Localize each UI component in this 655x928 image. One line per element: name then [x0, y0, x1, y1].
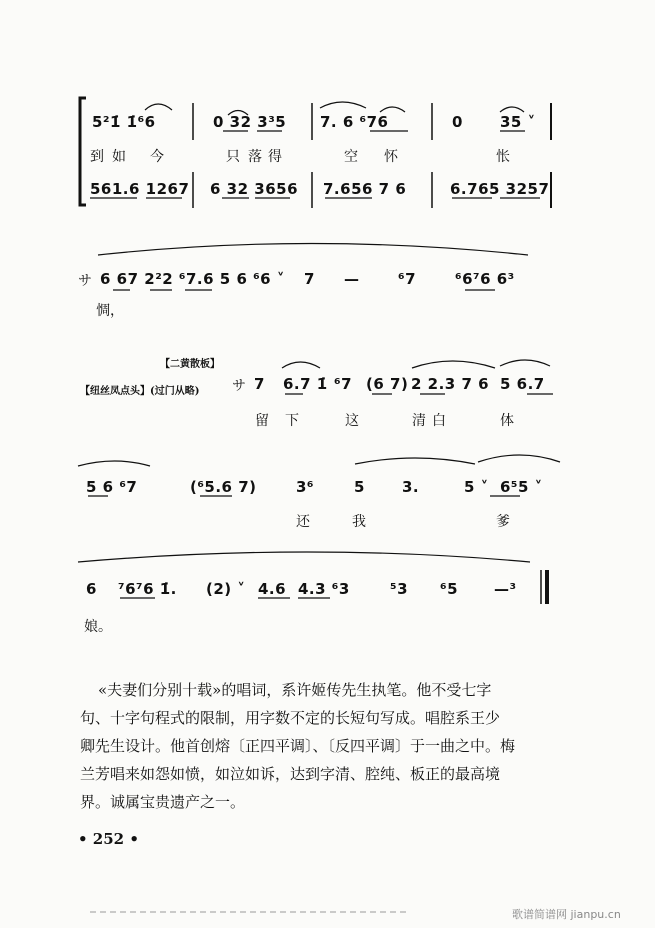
measure-2-notes: 0 32 3³5: [213, 113, 287, 131]
lyric-char: 怅: [496, 149, 510, 165]
lyric-char: 怀: [384, 149, 398, 165]
slur: [98, 244, 528, 256]
slur: [500, 360, 550, 366]
measure-4-notes: 35 ˅: [500, 113, 536, 131]
system-brace: [80, 98, 86, 205]
line5-notes-d: 4.6: [258, 580, 287, 598]
accomp-measure-3: 7.656 7 6: [323, 180, 407, 198]
line5-notes-b: ⁷6⁷6 1̇.: [118, 580, 177, 598]
line5-notes-f: ⁵3: [390, 580, 409, 598]
line4-notes-f: 5 ˅: [464, 478, 489, 496]
lyric-char: 到: [90, 149, 104, 165]
paragraph-line: «夫妻们分别十载»的唱词，系许姬传先生执笔。他不受七字: [98, 681, 492, 699]
line4-notes-b: (⁶5.6 7): [190, 478, 257, 496]
paragraph-line: 界。诚属宝贵遗产之一。: [80, 793, 246, 811]
line5-notes-c: (2) ˅: [206, 580, 246, 598]
slur: [412, 361, 495, 368]
lyric-char: 下: [285, 413, 299, 429]
lyric-char: 爹: [496, 514, 510, 530]
paragraph-line: 卿先生设计。他首创熔〔正四平调〕、〔反四平调〕于一曲之中。梅: [80, 737, 516, 755]
slur: [145, 104, 172, 110]
section-label-erhuang: 【二黄散板】: [160, 359, 220, 370]
lyric-char: 我: [352, 514, 366, 530]
slur: [78, 461, 150, 466]
line5-notes-e: 4.3 ⁶3: [298, 580, 350, 598]
measure-1-notes: 5²1̇ 1̇⁶6: [92, 113, 156, 131]
lyric-char: 今: [150, 149, 164, 165]
line5-notes-h: —³: [494, 580, 517, 598]
slur: [478, 455, 560, 462]
slur: [320, 102, 366, 108]
line4-notes-g: 6⁵5 ˅: [500, 478, 543, 496]
line4-notes-a: 5 6 ⁶7: [86, 478, 138, 496]
lyric-char: 落: [248, 149, 262, 165]
section-label-niusi: 【纽丝凤点头】(过门从略): [80, 386, 200, 397]
lyric-char: 空: [344, 149, 358, 165]
line4-notes-d: 5: [354, 478, 365, 496]
line3-notes-a: 7: [254, 375, 265, 393]
lyric-char: 留: [255, 413, 269, 429]
lyric-char: 清: [412, 413, 426, 429]
line3-notes-b: 6.7 1̇: [283, 375, 328, 393]
line3-notes-c: ⁶7: [334, 375, 353, 393]
slur: [380, 107, 405, 112]
slur: [282, 362, 320, 368]
lyric-char: 得: [268, 149, 282, 165]
slur: [355, 458, 475, 464]
line2-notes-c: ⁶7: [398, 270, 417, 288]
watermark: 歌谱简谱网 jianpu.cn: [512, 908, 621, 921]
line4-notes-e: 3.: [402, 478, 420, 496]
free-meter-mark: サ: [232, 378, 246, 394]
slur: [78, 552, 530, 562]
line3-notes-f: 5 6.7: [500, 375, 545, 393]
line5-notes-g: ⁶5: [440, 580, 459, 598]
free-meter-mark: サ: [78, 273, 92, 289]
line5-notes-a: 6: [86, 580, 97, 598]
paragraph-line: 兰芳唱来如怨如愤，如泣如诉，达到字清、腔纯、板正的最高境: [80, 765, 501, 783]
measure-3-notes: 7. 6 ⁶76: [320, 113, 389, 131]
page-number: • 252 •: [78, 830, 139, 848]
line3-notes-d: (6 7): [366, 375, 409, 393]
lyric-char: 体: [500, 413, 514, 429]
line2-lyric: 惆，: [96, 303, 124, 319]
accomp-measure-2: 6 32 3656: [210, 180, 299, 198]
line2-notes-b: 7: [304, 270, 315, 288]
line2-dash: —: [344, 270, 360, 288]
accomp-measure-1: 561.6 1267: [90, 180, 190, 198]
measure-4-rest: 0: [452, 113, 463, 131]
paragraph-line: 句、十字句程式的限制，用字数不定的长短句写成。唱腔系王少: [80, 709, 501, 727]
lyric-char: 如: [112, 149, 126, 165]
lyric-char: 只: [226, 149, 240, 165]
lyric-char: 还: [296, 514, 310, 530]
line2-notes-d: ⁶6⁷6 6³: [455, 270, 515, 288]
lyric-char: 这: [345, 413, 359, 429]
lyric-char: 白: [432, 413, 446, 429]
line2-notes-a: 6 67 2²2 ⁶7.6 5 6 ⁶6 ˅: [100, 270, 285, 288]
line5-lyric: 娘。: [84, 619, 112, 635]
line4-notes-c: 3⁶: [296, 478, 315, 496]
line3-notes-e: 2 2.3 7 6: [411, 375, 490, 393]
accomp-measure-4: 6.765 3257: [450, 180, 550, 198]
slur: [500, 107, 524, 112]
